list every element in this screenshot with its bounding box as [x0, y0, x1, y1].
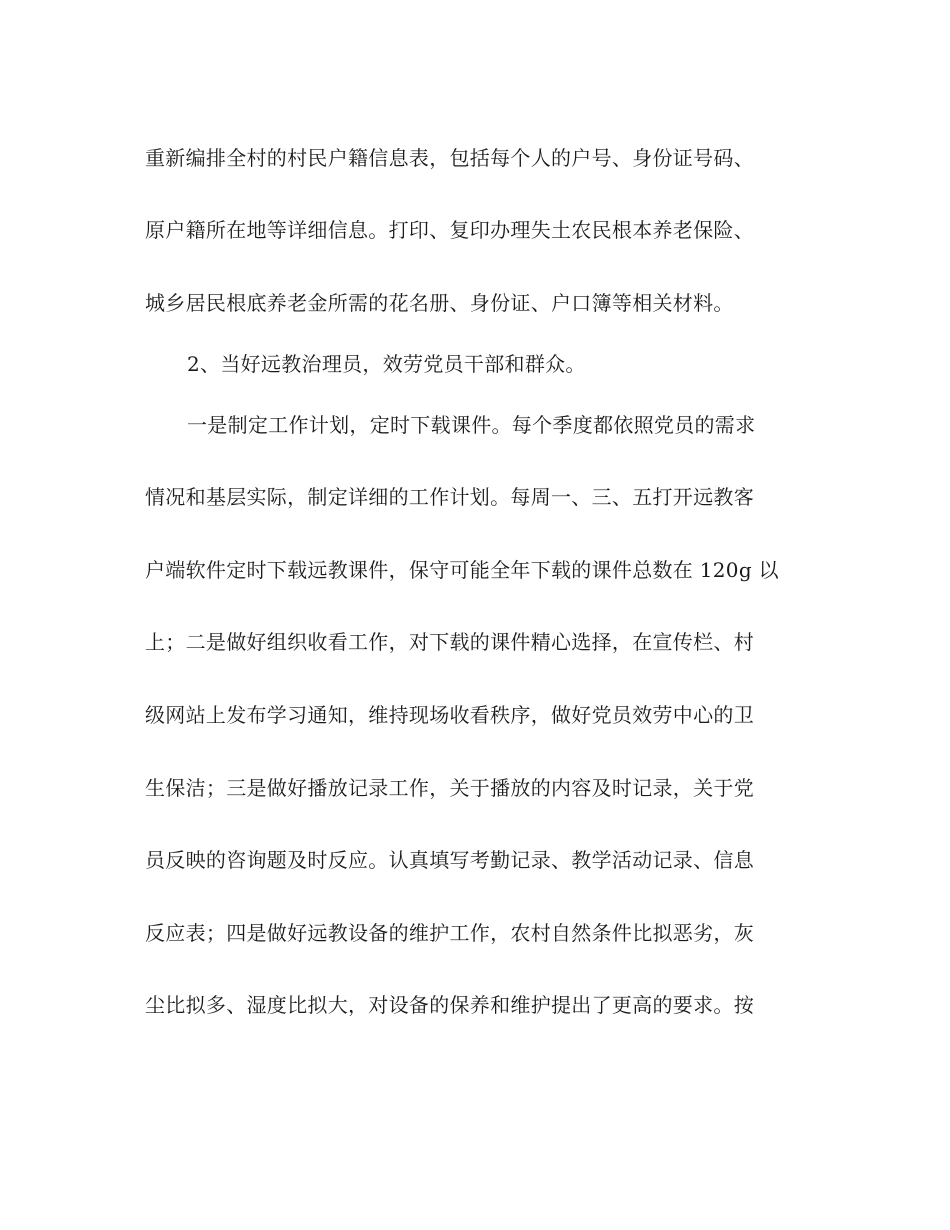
section-heading: 2、当好远教治理员，效劳党员干部和群众。: [187, 352, 586, 376]
text-line-6: 情况和基层实际，制定详细的工作计划。每周一、三、五打开远教客: [145, 485, 754, 509]
text-line-5: 一是制定工作计划，定时下载课件。每个季度都依照党员的需求: [187, 413, 756, 437]
text-line-3: 城乡居民根底养老金所需的花名册、身份证、户口簿等相关材料。: [145, 291, 734, 315]
text-line-12: 反应表；四是做好远教设备的维护工作，农村自然条件比拟恶劣，灰: [145, 921, 754, 945]
text-line-1: 重新编排全村的村民户籍信息表，包括每个人的户号、身份证号码、: [145, 146, 754, 170]
text-line-9: 级网站上发布学习通知，维持现场收看秩序，做好党员效劳中心的卫: [145, 703, 754, 727]
text-line-10: 生保洁；三是做好播放记录工作，关于播放的内容及时记录，关于党: [145, 776, 754, 800]
text-line-7: 户端软件定时下载远教课件，保守可能全年下载的课件总数在 120g 以: [145, 558, 779, 582]
text-line-11: 员反映的咨询题及时反应。认真填写考勤记录、教学活动记录、信息: [145, 848, 754, 872]
text-line-8: 上；二是做好组织收看工作，对下载的课件精心选择，在宣传栏、村: [145, 630, 754, 654]
text-line-2: 原户籍所在地等详细信息。打印、复印办理失土农民根本养老保险、: [145, 218, 754, 242]
text-line-13: 尘比拟多、湿度比拟大，对设备的保养和维护提出了更高的要求。按: [145, 993, 754, 1017]
